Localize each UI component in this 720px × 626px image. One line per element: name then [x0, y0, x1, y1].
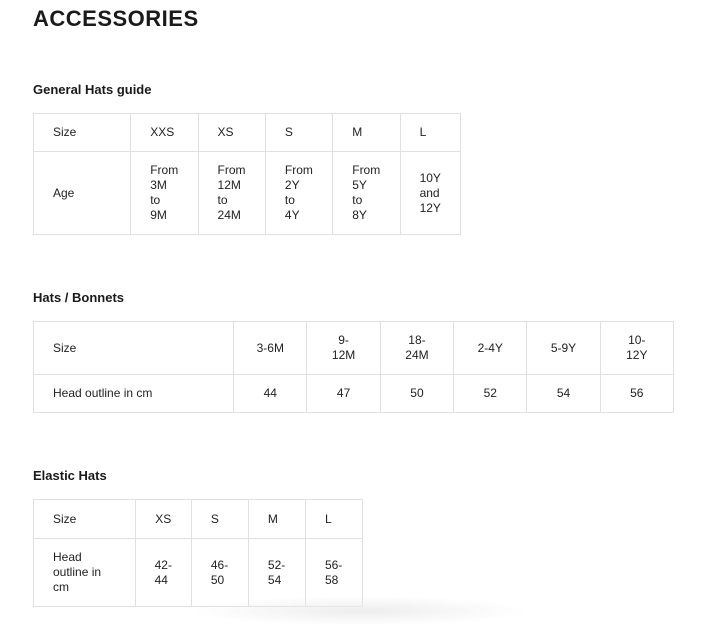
elastic-hats-table — [33, 499, 363, 607]
measurement-cell: 50 — [380, 375, 453, 413]
size-cell: L — [400, 114, 460, 152]
age-line: 12M — [217, 178, 241, 192]
size-line: 2-4Y — [477, 340, 503, 355]
age-line: From — [217, 163, 246, 177]
age-cell — [198, 152, 265, 235]
size-cell: S — [191, 500, 248, 539]
measurement-line: 58 — [324, 572, 339, 587]
table-row — [34, 322, 674, 375]
size-line: 5-9Y — [550, 340, 577, 355]
age-line: to — [150, 193, 161, 207]
measurement-line: 44 — [154, 572, 168, 587]
size-cell: L — [305, 500, 362, 539]
label-line: outline in — [53, 565, 102, 579]
size-cell — [527, 322, 600, 375]
measurement-cell: 52 — [454, 375, 527, 413]
measurement-line: 56- — [324, 557, 343, 572]
age-line: From — [284, 163, 313, 177]
size-header-label: Size — [34, 500, 136, 539]
head-outline-row-label: Head outline in cm — [34, 375, 234, 413]
size-line: 3-6M — [256, 340, 284, 355]
measurement-cell: 47 — [307, 375, 380, 413]
bonnets-table — [33, 321, 674, 413]
measurement-cell — [135, 539, 191, 607]
measurement-line: 52- — [267, 557, 286, 572]
size-line: 10- — [628, 333, 646, 347]
size-cell: XXS — [131, 114, 198, 152]
age-cell — [333, 152, 400, 235]
size-cell — [600, 322, 673, 375]
size-line: 12M — [331, 348, 356, 362]
bottom-shadow — [190, 596, 530, 626]
general-hats-title: General Hats guide — [33, 82, 152, 97]
size-cell: XS — [135, 500, 191, 539]
measurement-line: 46- — [210, 557, 229, 572]
age-line: 9M — [150, 208, 167, 222]
age-line: 2Y — [284, 178, 300, 192]
age-line: 8Y — [352, 208, 367, 222]
size-cell — [380, 322, 453, 375]
size-cell: M — [248, 500, 305, 539]
age-line: 4Y — [284, 208, 300, 222]
size-cell — [307, 322, 380, 375]
page-title: ACCESSORIES — [33, 6, 199, 31]
size-line: 9- — [338, 333, 349, 347]
size-line: 24M — [405, 348, 429, 362]
size-cell — [234, 322, 307, 375]
size-cell — [454, 322, 527, 375]
age-row-label: Age — [34, 152, 131, 235]
age-line: to — [217, 193, 228, 207]
size-line: 18- — [408, 333, 426, 347]
measurement-cell: 54 — [527, 375, 600, 413]
elastic-hats-title: Elastic Hats — [33, 468, 107, 483]
measurement-line: 50 — [210, 572, 225, 587]
measurement-cell: 44 — [234, 375, 307, 413]
age-line: 3M — [150, 178, 167, 192]
age-line: From — [150, 163, 179, 177]
table-row — [34, 152, 461, 235]
age-line: and — [419, 185, 440, 200]
table-row — [34, 500, 363, 539]
age-line: to — [284, 193, 295, 207]
table-row — [34, 375, 674, 413]
size-line: 12Y — [626, 348, 648, 362]
age-cell — [265, 152, 332, 235]
measurement-cell: 56 — [600, 375, 673, 413]
table-row — [34, 114, 461, 152]
head-outline-row-label — [34, 539, 136, 607]
size-cell: XS — [198, 114, 265, 152]
age-line: 12Y — [419, 200, 441, 215]
bonnets-title: Hats / Bonnets — [33, 290, 125, 305]
age-line: 24M — [217, 208, 241, 222]
age-cell — [131, 152, 198, 235]
age-line: From — [352, 163, 381, 177]
age-line: 5Y — [352, 178, 367, 192]
size-header-label: Size — [34, 114, 131, 152]
age-line: to — [352, 193, 363, 207]
size-cell: M — [333, 114, 400, 152]
age-line: 10Y — [419, 170, 441, 185]
label-line: Head — [53, 550, 82, 564]
general-hats-table — [33, 113, 461, 235]
label-line: cm — [53, 580, 69, 594]
size-header-label: Size — [34, 322, 234, 375]
age-cell — [400, 152, 460, 235]
measurement-line: 54 — [267, 572, 282, 587]
measurement-line: 42- — [154, 557, 172, 572]
size-cell: S — [265, 114, 332, 152]
